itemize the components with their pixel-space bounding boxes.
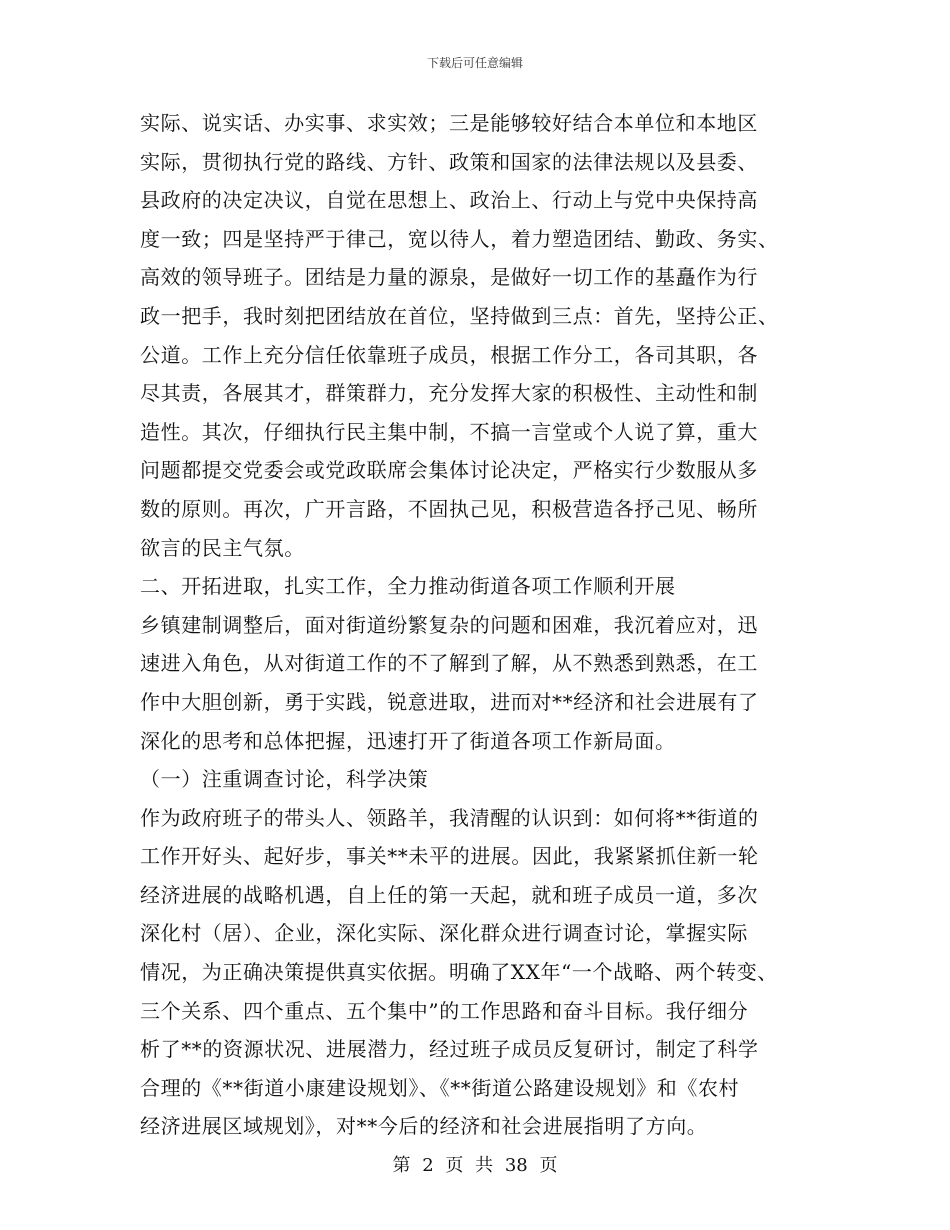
page-header: 下载后可任意编辑 — [426, 56, 523, 70]
body-line: 数的原则。再次，广开言路，不固执己见，积极营造各抒己见、畅所 — [140, 496, 758, 521]
body-line: 高效的领导班子。团结是力量的源泉，是做好一切工作的基矗作为行 — [140, 265, 758, 290]
body-line: 政一把手，我时刻把团结放在首位，坚持做到三点：首先，坚持公正、 — [140, 303, 779, 328]
body-line: 实际、说实话、办实事、求实效；三是能够较好结合本单位和本地区 — [140, 111, 758, 135]
body-line: 县政府的决定决议，自觉在思想上、政治上、行动上与党中央保持高 — [140, 188, 758, 213]
subsection-heading: （一）注重调查讨论，科学决策 — [140, 767, 429, 792]
body-line: 合理的《**街道小康建设规划》、《**街道公路建设规划》和《农村 — [140, 1075, 740, 1100]
body-line: 经济进展区域规划》，对**今后的经济和社会进展指明了方向。 — [140, 1114, 708, 1139]
document-body — [140, 104, 820, 1146]
body-line: 实际，贯彻执行党的路线、方针、政策和国家的法律法规以及县委、 — [140, 149, 758, 174]
page-number-footer: 第 2 页 共 38 页 — [392, 1155, 558, 1176]
body-line: 造性。其次，仔细执行民主集中制，不搞一言堂或个人说了算，重大 — [140, 419, 758, 444]
body-line: 深化村（居）、企业，深化实际、深化群众进行调查讨论，掌握实际 — [140, 921, 748, 946]
body-line: 工作开好头、起好步，事关**未平的进展。因此，我紧紧抓住新一轮 — [140, 844, 759, 869]
body-line: 乡镇建制调整后，面对街道纷繁复杂的问题和困难，我沉着应对，迅 — [140, 612, 758, 637]
body-line: 欲言的民主气氛。 — [140, 535, 305, 560]
body-line: 度一致；四是坚持严于律己，宽以待人，着力塑造团结、勤政、务实、 — [140, 226, 779, 251]
body-line: 问题都提交党委会或党政联席会集体讨论决定，严格实行少数服从多 — [140, 458, 758, 483]
body-line: 作中大胆创新，勇于实践，锐意进取，进而对**经济和社会进展有了 — [140, 689, 759, 714]
body-line: 速进入角色，从对街道工作的不了解到了解，从不熟悉到熟悉，在工 — [140, 651, 758, 676]
body-line: 情况，为正确决策提供真实依据。明确了XX年“一个战略、两个转变、 — [140, 960, 778, 985]
body-line: 深化的思考和总体把握，迅速打开了街道各项工作新局面。 — [140, 728, 676, 753]
body-line: 公道。工作上充分信任依靠班子成员，根据工作分工，各司其职，各 — [140, 342, 758, 367]
body-line: 经济进展的战略机遇，自上任的第一天起，就和班子成员一道，多次 — [140, 882, 758, 907]
body-line: 尽其责，各展其才，群策群力，充分发挥大家的积极性、主动性和制 — [140, 381, 758, 406]
body-line: 作为政府班子的带头人、领路羊，我清醒的认识到：如何将**街道的 — [140, 805, 759, 830]
body-line: 三个关系、四个重点、五个集中”的工作思路和奋斗目标。我仔细分 — [140, 998, 749, 1023]
section-heading: 二、开拓进取，扎实工作，全力推动街道各项工作顺利开展 — [140, 574, 676, 599]
body-line: 析了**的资源状况、进展潜力，经过班子成员反复研讨，制定了科学 — [140, 1037, 759, 1062]
